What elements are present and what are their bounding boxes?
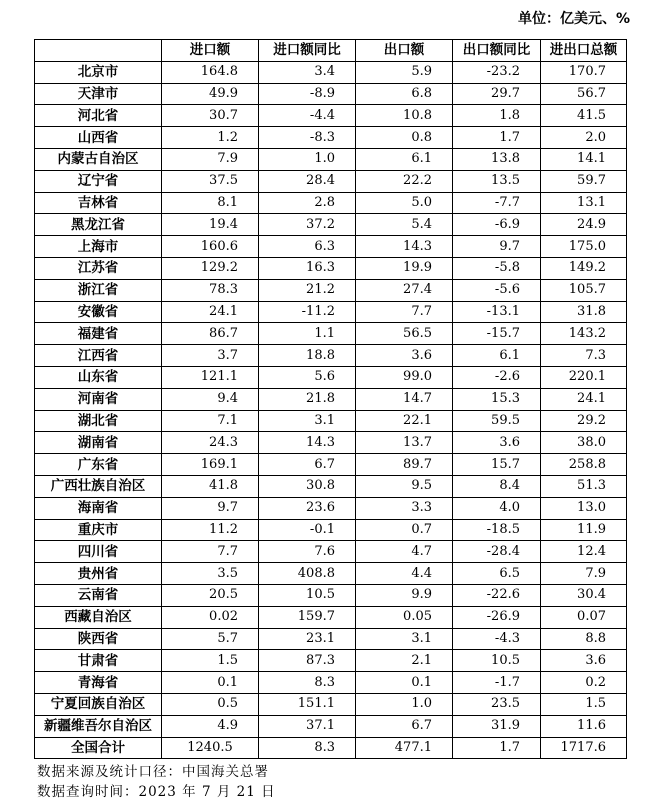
- cell-import-yoy: 10.5: [259, 584, 356, 606]
- cell-import-yoy: 1.0: [259, 148, 356, 170]
- cell-import: 8.1: [162, 192, 259, 214]
- cell-import: 7.7: [162, 541, 259, 563]
- cell-import: 20.5: [162, 584, 259, 606]
- cell-region: 北京市: [35, 61, 162, 83]
- cell-region: 黑龙江省: [35, 214, 162, 236]
- cell-export: 56.5: [356, 323, 453, 345]
- cell-total: 31.8: [541, 301, 627, 323]
- cell-import: 160.6: [162, 236, 259, 258]
- cell-import: 24.3: [162, 432, 259, 454]
- table-row: [35, 606, 627, 628]
- cell-total: 11.6: [541, 715, 627, 737]
- cell-region: 山东省: [35, 366, 162, 388]
- cell-import-yoy: 23.6: [259, 497, 356, 519]
- cell-total: 14.1: [541, 148, 627, 170]
- cell-total: 51.3: [541, 475, 627, 497]
- cell-export-yoy: 1.7: [453, 127, 541, 149]
- cell-import-yoy: -11.2: [259, 301, 356, 323]
- cell-region: 福建省: [35, 323, 162, 345]
- cell-total: 11.9: [541, 519, 627, 541]
- cell-export-yoy: 6.1: [453, 345, 541, 367]
- table-row: [35, 584, 627, 606]
- cell-import: 9.7: [162, 497, 259, 519]
- table-row: [35, 148, 627, 170]
- cell-export-yoy: 9.7: [453, 236, 541, 258]
- cell-export-yoy: -13.1: [453, 301, 541, 323]
- cell-region: 河北省: [35, 105, 162, 127]
- cell-total: 1.5: [541, 693, 627, 715]
- cell-import-yoy: 16.3: [259, 257, 356, 279]
- cell-import: 121.1: [162, 366, 259, 388]
- cell-export: 5.4: [356, 214, 453, 236]
- cell-export-yoy: -28.4: [453, 541, 541, 563]
- cell-import-yoy: 151.1: [259, 693, 356, 715]
- cell-import-yoy: 30.8: [259, 475, 356, 497]
- cell-export: 477.1: [356, 737, 453, 759]
- cell-export: 6.7: [356, 715, 453, 737]
- cell-export-yoy: -26.9: [453, 606, 541, 628]
- cell-import-yoy: 87.3: [259, 650, 356, 672]
- cell-export: 14.3: [356, 236, 453, 258]
- cell-total: 7.9: [541, 563, 627, 585]
- cell-total: 2.0: [541, 127, 627, 149]
- cell-total: 220.1: [541, 366, 627, 388]
- cell-total: 24.9: [541, 214, 627, 236]
- cell-export-yoy: -2.6: [453, 366, 541, 388]
- cell-import-yoy: 408.8: [259, 563, 356, 585]
- cell-import: 5.7: [162, 628, 259, 650]
- cell-region: 河南省: [35, 388, 162, 410]
- cell-import-yoy: 21.8: [259, 388, 356, 410]
- header-cell-total: 进出口总额: [541, 40, 627, 62]
- cell-region: 四川省: [35, 541, 162, 563]
- cell-region: 湖南省: [35, 432, 162, 454]
- cell-total: 258.8: [541, 454, 627, 476]
- cell-region: 浙江省: [35, 279, 162, 301]
- cell-import-yoy: -8.9: [259, 83, 356, 105]
- cell-import-yoy: 14.3: [259, 432, 356, 454]
- cell-export-yoy: 23.5: [453, 693, 541, 715]
- cell-total: 0.2: [541, 672, 627, 694]
- cell-total: 56.7: [541, 83, 627, 105]
- table-row: [35, 672, 627, 694]
- cell-export: 10.8: [356, 105, 453, 127]
- table-row: [35, 432, 627, 454]
- cell-region: 青海省: [35, 672, 162, 694]
- cell-region: 内蒙古自治区: [35, 148, 162, 170]
- table-row: [35, 650, 627, 672]
- cell-export: 9.9: [356, 584, 453, 606]
- cell-import-yoy: 3.4: [259, 61, 356, 83]
- cell-total: 12.4: [541, 541, 627, 563]
- cell-export-yoy: -23.2: [453, 61, 541, 83]
- cell-import: 169.1: [162, 454, 259, 476]
- table-row: [35, 236, 627, 258]
- table-row: [35, 519, 627, 541]
- cell-import: 24.1: [162, 301, 259, 323]
- cell-export-yoy: 15.3: [453, 388, 541, 410]
- cell-import: 129.2: [162, 257, 259, 279]
- cell-export: 22.2: [356, 170, 453, 192]
- cell-import-yoy: 23.1: [259, 628, 356, 650]
- cell-region: 重庆市: [35, 519, 162, 541]
- cell-export-yoy: -5.6: [453, 279, 541, 301]
- cell-export-yoy: -15.7: [453, 323, 541, 345]
- cell-export-yoy: 1.8: [453, 105, 541, 127]
- cell-import: 164.8: [162, 61, 259, 83]
- cell-total: 175.0: [541, 236, 627, 258]
- cell-export-yoy: 10.5: [453, 650, 541, 672]
- table-row: [35, 366, 627, 388]
- cell-region: 新疆维吾尔自治区: [35, 715, 162, 737]
- cell-total: 59.7: [541, 170, 627, 192]
- cell-export: 3.3: [356, 497, 453, 519]
- cell-region: 全国合计: [35, 737, 162, 759]
- cell-total: 7.3: [541, 345, 627, 367]
- table-row: [35, 345, 627, 367]
- cell-import: 41.8: [162, 475, 259, 497]
- cell-import-yoy: 1.1: [259, 323, 356, 345]
- cell-export: 14.7: [356, 388, 453, 410]
- table-row: [35, 628, 627, 650]
- cell-region: 上海市: [35, 236, 162, 258]
- cell-export: 22.1: [356, 410, 453, 432]
- cell-export-yoy: 13.8: [453, 148, 541, 170]
- cell-total: 29.2: [541, 410, 627, 432]
- table-row: [35, 715, 627, 737]
- table-row: [35, 192, 627, 214]
- cell-export-yoy: 59.5: [453, 410, 541, 432]
- cell-export: 6.1: [356, 148, 453, 170]
- cell-import: 9.4: [162, 388, 259, 410]
- header-cell-export: 出口额: [356, 40, 453, 62]
- cell-region: 辽宁省: [35, 170, 162, 192]
- cell-import-yoy: 5.6: [259, 366, 356, 388]
- cell-export: 0.7: [356, 519, 453, 541]
- table-header-row: [35, 40, 627, 62]
- cell-export-yoy: 1.7: [453, 737, 541, 759]
- table-row: [35, 83, 627, 105]
- table-row: [35, 497, 627, 519]
- cell-import-yoy: 7.6: [259, 541, 356, 563]
- cell-total: 41.5: [541, 105, 627, 127]
- cell-export: 9.5: [356, 475, 453, 497]
- cell-export: 89.7: [356, 454, 453, 476]
- cell-total: 38.0: [541, 432, 627, 454]
- cell-region: 山西省: [35, 127, 162, 149]
- cell-import-yoy: 6.7: [259, 454, 356, 476]
- cell-import: 30.7: [162, 105, 259, 127]
- footer-source: 数据来源及统计口径：中国海关总署: [37, 764, 269, 780]
- cell-region: 吉林省: [35, 192, 162, 214]
- table-row: [35, 475, 627, 497]
- table-row: [35, 737, 627, 759]
- cell-export: 3.6: [356, 345, 453, 367]
- cell-region: 广西壮族自治区: [35, 475, 162, 497]
- cell-import: 1.2: [162, 127, 259, 149]
- table-row: [35, 323, 627, 345]
- cell-region: 湖北省: [35, 410, 162, 432]
- cell-export-yoy: -18.5: [453, 519, 541, 541]
- table-row: [35, 388, 627, 410]
- cell-export: 0.05: [356, 606, 453, 628]
- cell-export-yoy: -6.9: [453, 214, 541, 236]
- cell-export-yoy: 15.7: [453, 454, 541, 476]
- cell-export: 2.1: [356, 650, 453, 672]
- cell-total: 8.8: [541, 628, 627, 650]
- cell-export: 1.0: [356, 693, 453, 715]
- header-cell-import-yoy: 进口额同比: [259, 40, 356, 62]
- cell-total: 149.2: [541, 257, 627, 279]
- cell-export-yoy: -4.3: [453, 628, 541, 650]
- cell-export-yoy: 13.5: [453, 170, 541, 192]
- header-cell-region: [35, 40, 162, 62]
- table-row: [35, 693, 627, 715]
- cell-import: 1240.5: [162, 737, 259, 759]
- table-row: [35, 301, 627, 323]
- cell-total: 170.7: [541, 61, 627, 83]
- table-row: [35, 563, 627, 585]
- cell-import-yoy: 37.1: [259, 715, 356, 737]
- cell-region: 云南省: [35, 584, 162, 606]
- footer-query-time: 数据查询时间：2023 年 7 月 21 日: [37, 784, 276, 800]
- cell-import: 1.5: [162, 650, 259, 672]
- cell-export: 19.9: [356, 257, 453, 279]
- table-row: [35, 541, 627, 563]
- cell-export-yoy: 4.0: [453, 497, 541, 519]
- cell-import-yoy: -8.3: [259, 127, 356, 149]
- cell-import-yoy: 37.2: [259, 214, 356, 236]
- cell-region: 陕西省: [35, 628, 162, 650]
- cell-import: 78.3: [162, 279, 259, 301]
- cell-import-yoy: 18.8: [259, 345, 356, 367]
- table-row: [35, 170, 627, 192]
- trade-table: [34, 39, 627, 759]
- cell-export-yoy: -1.7: [453, 672, 541, 694]
- cell-export-yoy: 29.7: [453, 83, 541, 105]
- cell-export: 27.4: [356, 279, 453, 301]
- cell-import-yoy: 8.3: [259, 737, 356, 759]
- cell-total: 13.0: [541, 497, 627, 519]
- header-cell-export-yoy: 出口额同比: [453, 40, 541, 62]
- cell-export: 0.8: [356, 127, 453, 149]
- cell-import: 3.5: [162, 563, 259, 585]
- cell-import-yoy: -4.4: [259, 105, 356, 127]
- cell-import-yoy: 159.7: [259, 606, 356, 628]
- cell-region: 广东省: [35, 454, 162, 476]
- table-row: [35, 61, 627, 83]
- cell-total: 13.1: [541, 192, 627, 214]
- table-row: [35, 257, 627, 279]
- cell-export-yoy: 6.5: [453, 563, 541, 585]
- cell-export: 99.0: [356, 366, 453, 388]
- cell-import-yoy: 8.3: [259, 672, 356, 694]
- cell-export-yoy: -7.7: [453, 192, 541, 214]
- cell-import: 7.1: [162, 410, 259, 432]
- table-row: [35, 127, 627, 149]
- table-row: [35, 214, 627, 236]
- table-row: [35, 279, 627, 301]
- cell-total: 143.2: [541, 323, 627, 345]
- cell-import: 49.9: [162, 83, 259, 105]
- cell-export: 13.7: [356, 432, 453, 454]
- header-cell-import: 进口额: [162, 40, 259, 62]
- cell-region: 天津市: [35, 83, 162, 105]
- table-row: [35, 454, 627, 476]
- cell-export: 4.7: [356, 541, 453, 563]
- cell-import: 0.1: [162, 672, 259, 694]
- cell-import-yoy: 3.1: [259, 410, 356, 432]
- cell-import: 7.9: [162, 148, 259, 170]
- cell-region: 安徽省: [35, 301, 162, 323]
- cell-region: 贵州省: [35, 563, 162, 585]
- cell-export: 0.1: [356, 672, 453, 694]
- table-body: [35, 61, 627, 759]
- cell-region: 江西省: [35, 345, 162, 367]
- cell-export-yoy: 31.9: [453, 715, 541, 737]
- cell-region: 甘肃省: [35, 650, 162, 672]
- cell-export-yoy: -5.8: [453, 257, 541, 279]
- cell-import-yoy: 6.3: [259, 236, 356, 258]
- cell-total: 3.6: [541, 650, 627, 672]
- cell-total: 1717.6: [541, 737, 627, 759]
- cell-import: 0.02: [162, 606, 259, 628]
- cell-import: 11.2: [162, 519, 259, 541]
- cell-import: 4.9: [162, 715, 259, 737]
- cell-export: 5.9: [356, 61, 453, 83]
- cell-import: 37.5: [162, 170, 259, 192]
- cell-export: 7.7: [356, 301, 453, 323]
- cell-export: 3.1: [356, 628, 453, 650]
- cell-import-yoy: 21.2: [259, 279, 356, 301]
- cell-region: 海南省: [35, 497, 162, 519]
- cell-export-yoy: 8.4: [453, 475, 541, 497]
- unit-label: 单位：亿美元、%: [517, 11, 630, 27]
- cell-import: 86.7: [162, 323, 259, 345]
- table-row: [35, 105, 627, 127]
- cell-export-yoy: 3.6: [453, 432, 541, 454]
- table-row: [35, 410, 627, 432]
- cell-export: 4.4: [356, 563, 453, 585]
- cell-region: 宁夏回族自治区: [35, 693, 162, 715]
- cell-import-yoy: 2.8: [259, 192, 356, 214]
- cell-total: 24.1: [541, 388, 627, 410]
- cell-import: 0.5: [162, 693, 259, 715]
- cell-total: 105.7: [541, 279, 627, 301]
- cell-import: 19.4: [162, 214, 259, 236]
- cell-total: 30.4: [541, 584, 627, 606]
- cell-export-yoy: -22.6: [453, 584, 541, 606]
- cell-region: 江苏省: [35, 257, 162, 279]
- cell-import-yoy: 28.4: [259, 170, 356, 192]
- cell-export: 5.0: [356, 192, 453, 214]
- cell-import-yoy: -0.1: [259, 519, 356, 541]
- cell-region: 西藏自治区: [35, 606, 162, 628]
- cell-total: 0.07: [541, 606, 627, 628]
- cell-export: 6.8: [356, 83, 453, 105]
- cell-import: 3.7: [162, 345, 259, 367]
